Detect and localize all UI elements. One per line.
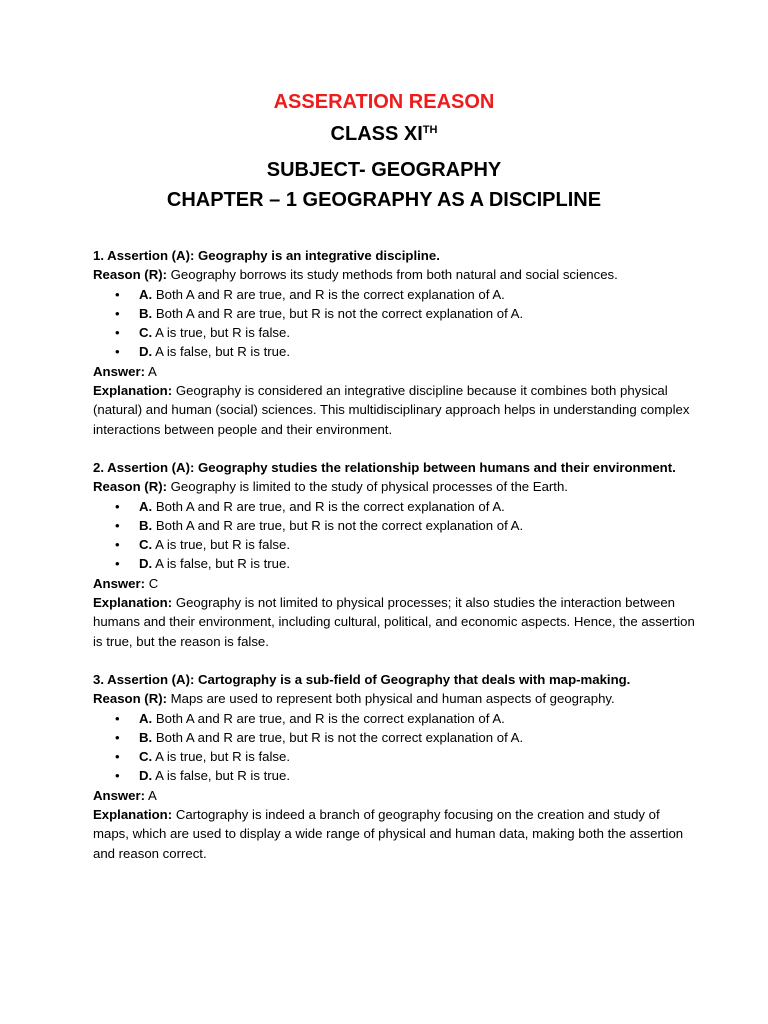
assertion-text: 2. Assertion (A): Geography studies the relationship between humans and their environment. xyxy=(93,459,676,475)
question-list xyxy=(93,246,698,863)
option-item xyxy=(93,285,698,304)
bullet-icon: • xyxy=(115,344,120,360)
option-list xyxy=(93,497,698,574)
option-text: Both A and R are true, but R is not the correct explanation of A. xyxy=(155,729,524,745)
option-text: Both A and R are true, and R is the correct explanation of A. xyxy=(155,286,505,302)
explanation-label: Explanation: xyxy=(93,383,173,399)
option-key: D. xyxy=(139,344,153,360)
bullet-icon: • xyxy=(115,286,120,302)
answer-label: Answer: xyxy=(93,787,146,803)
bullet-icon: • xyxy=(115,325,120,341)
reason-text: Geography borrows its study methods from both natural and social sciences. xyxy=(170,267,618,283)
option-item xyxy=(93,728,698,747)
explanation-label: Explanation: xyxy=(93,807,173,823)
explanation-line xyxy=(93,593,698,651)
bullet-icon: • xyxy=(115,729,120,745)
option-item xyxy=(93,766,698,785)
answer-line xyxy=(93,362,698,381)
reason-label: Reason (R): xyxy=(93,691,167,707)
document-title: ASSERATION REASON xyxy=(273,91,495,113)
option-text: A is true, but R is false. xyxy=(155,749,290,765)
bullet-icon: • xyxy=(115,749,120,765)
reason-line xyxy=(93,689,698,708)
option-key: A. xyxy=(139,286,153,302)
option-text: A is false, but R is true. xyxy=(155,768,290,784)
explanation-line xyxy=(93,381,698,439)
option-key: B. xyxy=(139,729,153,745)
option-item xyxy=(93,497,698,516)
bullet-icon: • xyxy=(115,768,120,784)
bullet-icon: • xyxy=(115,517,120,533)
option-key: A. xyxy=(139,710,153,726)
answer-line xyxy=(93,574,698,593)
option-list xyxy=(93,709,698,786)
option-key: D. xyxy=(139,768,153,784)
option-text: Both A and R are true, and R is the correct explanation of A. xyxy=(155,498,505,514)
chapter-heading: CHAPTER – 1 GEOGRAPHY AS A DISCIPLINE xyxy=(166,189,602,211)
option-item xyxy=(93,747,698,766)
explanation-text: Geography is not limited to physical processes; it also studies the interaction between humans and their environment, including cultural, political, and economic aspects. Hence, the assertion is true, but the reason is false. xyxy=(93,595,695,649)
option-text: Both A and R are true, and R is the correct explanation of A. xyxy=(155,710,505,726)
option-text: A is true, but R is false. xyxy=(155,325,290,341)
option-text: A is true, but R is false. xyxy=(155,537,290,553)
option-key: C. xyxy=(139,537,153,553)
option-item xyxy=(93,342,698,361)
option-item xyxy=(93,554,698,573)
reason-label: Reason (R): xyxy=(93,267,167,283)
option-text: Both A and R are true, but R is not the correct explanation of A. xyxy=(155,517,524,533)
explanation-text: Cartography is indeed a branch of geography focusing on the creation and study of maps, which are used to display a wide range of physical and human data, making both the assertion and reason correct. xyxy=(93,807,684,861)
option-key: D. xyxy=(139,556,153,572)
option-key: B. xyxy=(139,517,153,533)
bullet-icon: • xyxy=(115,537,120,553)
reason-text: Geography is limited to the study of physical processes of the Earth. xyxy=(170,479,568,495)
option-list xyxy=(93,285,698,362)
option-item xyxy=(93,516,698,535)
option-item xyxy=(93,304,698,323)
answer-value: A xyxy=(147,363,157,379)
answer-label: Answer: xyxy=(93,575,146,591)
assertion-text: 3. Assertion (A): Cartography is a sub-field of Geography that deals with map-making. xyxy=(93,671,631,687)
option-key: B. xyxy=(139,305,153,321)
assertion-text: 1. Assertion (A): Geography is an integrative discipline. xyxy=(93,248,440,263)
option-text: A is false, but R is true. xyxy=(155,556,290,572)
option-text: A is false, but R is true. xyxy=(155,344,290,360)
class-label: CLASS XI xyxy=(330,123,423,145)
bullet-icon: • xyxy=(115,710,120,726)
bullet-icon: • xyxy=(115,556,120,572)
option-item xyxy=(93,709,698,728)
bullet-icon: • xyxy=(115,305,120,321)
explanation-line xyxy=(93,805,698,863)
answer-line xyxy=(93,786,698,805)
option-item xyxy=(93,323,698,342)
reason-line xyxy=(93,477,698,496)
bullet-icon: • xyxy=(115,498,120,514)
option-key: C. xyxy=(139,325,153,341)
answer-value: A xyxy=(147,787,157,803)
question-block xyxy=(93,670,698,863)
question-block xyxy=(93,246,698,439)
subject-heading: SUBJECT- GEOGRAPHY xyxy=(266,159,502,181)
option-item xyxy=(93,535,698,554)
reason-label: Reason (R): xyxy=(93,479,167,495)
reason-line xyxy=(93,265,698,284)
answer-value: C xyxy=(148,575,159,591)
explanation-text: Geography is considered an integrative discipline because it combines both physical (natural) and human (social) sciences. This multidisciplinary approach helps in understanding complex interactions between people and their environment. xyxy=(93,383,690,437)
option-key: C. xyxy=(139,749,153,765)
reason-text: Maps are used to represent both physical and human aspects of geography. xyxy=(170,691,615,707)
option-text: Both A and R are true, but R is not the correct explanation of A. xyxy=(155,305,524,321)
class-heading xyxy=(0,120,768,148)
answer-label: Answer: xyxy=(93,363,146,379)
question-block xyxy=(93,458,698,651)
class-superscript: TH xyxy=(422,124,438,136)
option-key: A. xyxy=(139,498,153,514)
document-header xyxy=(0,0,768,214)
explanation-label: Explanation: xyxy=(93,595,173,611)
